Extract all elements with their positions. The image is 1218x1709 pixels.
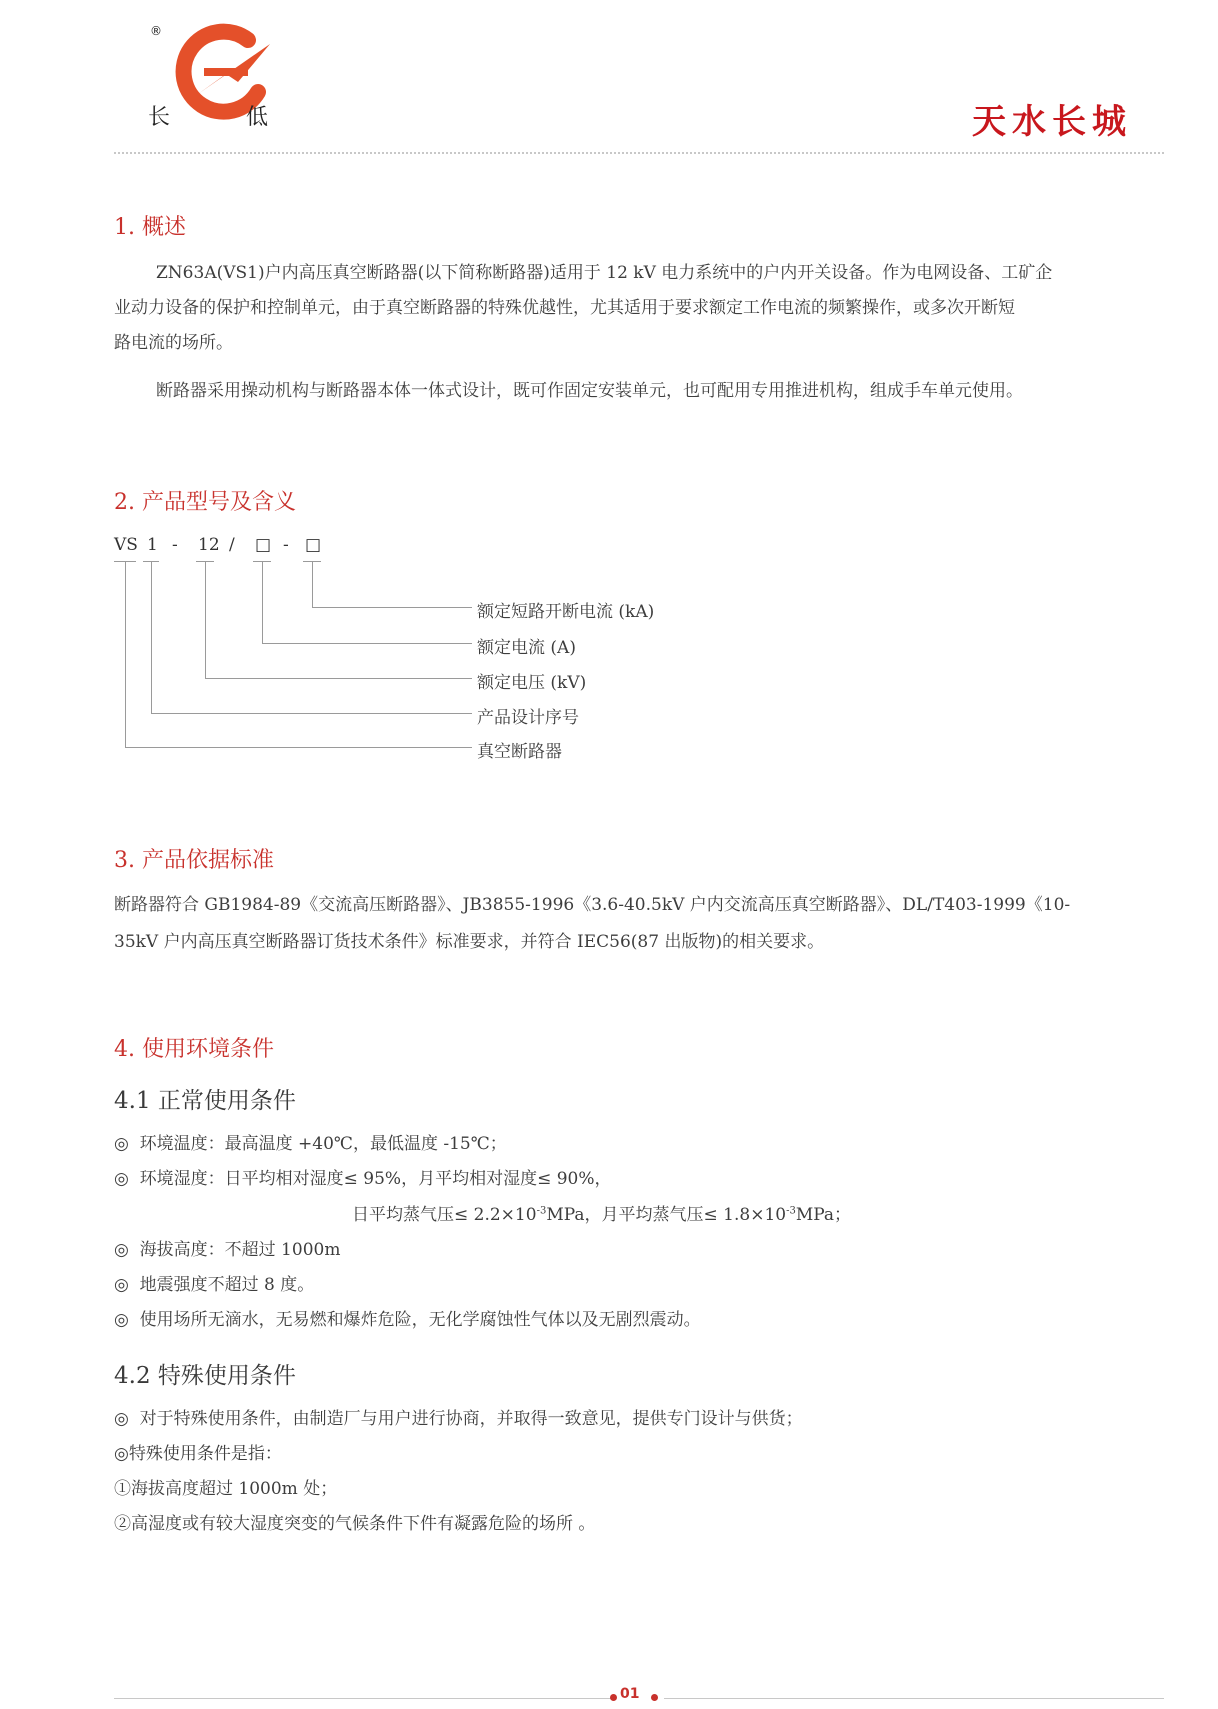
special-condition-intro: ◎特殊使用条件是指： bbox=[114, 1444, 282, 1464]
footer-dot-left bbox=[610, 1694, 617, 1701]
label-breaking-current: 额定短路开断电流 (kA) bbox=[477, 602, 655, 622]
standards-line1: 断路器符合 GB1984-89《交流高压断路器》、JB3855-1996《3.6-40.5kV 户内交流高压真空断路器》、DL/T403-1999《10- bbox=[114, 895, 1071, 915]
registered-mark: ® bbox=[150, 24, 162, 38]
special-condition-altitude: ①海拔高度超过 1000m 处； bbox=[114, 1479, 338, 1499]
section-3-heading: 3. 产品依据标准 bbox=[114, 848, 274, 873]
section-1-heading: 1. 概述 bbox=[114, 215, 186, 240]
connector-breaking-v bbox=[312, 561, 313, 608]
bullet-icon: ◎ bbox=[114, 1409, 129, 1429]
vapor-exp-b: -3 bbox=[786, 1205, 796, 1217]
model-code-breaking-box: □ bbox=[305, 535, 322, 555]
condition-text: 环境湿度：日平均相对湿度≤ 95%，月平均相对湿度≤ 90%， bbox=[139, 1169, 612, 1189]
condition-altitude bbox=[114, 1235, 340, 1260]
model-code-dash1: - bbox=[172, 535, 178, 555]
model-code-voltage: 12 bbox=[198, 535, 220, 555]
brand-name: 天水长城 bbox=[972, 102, 1132, 142]
connector-design-h bbox=[151, 713, 472, 714]
connector-voltage-h bbox=[205, 678, 472, 679]
vapor-exp-a: -3 bbox=[536, 1205, 547, 1217]
connector-voltage-v bbox=[205, 561, 206, 679]
condition-environment bbox=[114, 1305, 701, 1330]
special-condition-humidity: ②高湿度或有较大湿度突变的气候条件下件有凝露危险的场所 。 bbox=[114, 1514, 596, 1534]
section-2-heading: 2. 产品型号及含义 bbox=[114, 490, 296, 515]
connector-vs-v bbox=[125, 561, 126, 748]
section-4-heading: 4. 使用环境条件 bbox=[114, 1037, 274, 1062]
vapor-text-a: 日平均蒸气压≤ 2.2×10 bbox=[352, 1205, 537, 1225]
header-divider bbox=[114, 152, 1164, 154]
page-number: 01 bbox=[620, 1686, 640, 1702]
overview-p1-line2: 业动力设备的保护和控制单元，由于真空断路器的特殊优越性，尤其适用于要求额定工作电流的频繁操作，或多次开断短 bbox=[114, 298, 1015, 318]
model-code-dash2: - bbox=[283, 535, 289, 555]
bullet-icon: ◎ bbox=[114, 1275, 129, 1295]
condition-seismic bbox=[114, 1270, 314, 1295]
model-code-current-box: □ bbox=[255, 535, 272, 555]
bullet-icon: ◎ bbox=[114, 1169, 129, 1189]
logo-text-right: 低 bbox=[246, 105, 269, 130]
label-rated-voltage: 额定电压 (kV) bbox=[477, 673, 587, 693]
model-code-design: 1 bbox=[147, 535, 158, 555]
connector-vs-h bbox=[125, 747, 472, 748]
condition-temperature bbox=[114, 1129, 507, 1154]
condition-text: 地震强度不超过 8 度。 bbox=[139, 1275, 315, 1295]
condition-text: 海拔高度：不超过 1000m bbox=[139, 1240, 341, 1260]
bullet-icon: ◎ bbox=[114, 1240, 129, 1260]
connector-design-v bbox=[151, 561, 152, 714]
condition-humidity bbox=[114, 1164, 612, 1189]
connector-current-v bbox=[262, 561, 263, 644]
condition-text: 使用场所无滴水，无易燃和爆炸危险，无化学腐蚀性气体以及无剧烈震动。 bbox=[139, 1310, 701, 1330]
vapor-text-c: MPa； bbox=[795, 1205, 852, 1225]
special-condition-agreement bbox=[114, 1404, 803, 1429]
label-rated-current: 额定电流 (A) bbox=[477, 638, 576, 658]
subsection-4-2-heading: 4.2 特殊使用条件 bbox=[114, 1363, 296, 1389]
subsection-4-1-heading: 4.1 正常使用条件 bbox=[114, 1088, 296, 1114]
footer-rule-right bbox=[664, 1698, 1164, 1699]
label-design-number: 产品设计序号 bbox=[477, 708, 579, 728]
special-text: 对于特殊使用条件，由制造厂与用户进行协商，并取得一致意见，提供专门设计与供货； bbox=[139, 1409, 803, 1429]
footer-rule-left bbox=[114, 1698, 614, 1699]
model-code-slash: / bbox=[229, 535, 235, 555]
condition-vapor-pressure bbox=[352, 1200, 851, 1225]
overview-p2: 断路器采用操动机构与断路器本体一体式设计，既可作固定安装单元，也可配用专用推进机构，组成手车单元使用。 bbox=[156, 381, 1023, 401]
label-vacuum-breaker: 真空断路器 bbox=[477, 742, 562, 762]
footer-dot-right bbox=[651, 1694, 658, 1701]
vapor-text-b: MPa，月平均蒸气压≤ 1.8×10 bbox=[546, 1205, 787, 1225]
standards-line2: 35kV 户内高压真空断路器订货技术条件》标准要求，并符合 IEC56(87 出版物)的相关要求。 bbox=[114, 932, 825, 952]
bullet-icon: ◎ bbox=[114, 1310, 129, 1330]
logo-text-left: 长 bbox=[148, 105, 171, 130]
model-code-vs: VS bbox=[114, 535, 138, 555]
connector-breaking-h bbox=[312, 607, 472, 608]
connector-current-h bbox=[262, 643, 472, 644]
condition-text: 环境温度：最高温度 +40℃，最低温度 -15℃； bbox=[139, 1134, 507, 1154]
overview-p1-line3: 路电流的场所。 bbox=[114, 333, 233, 353]
overview-p1-line1: ZN63A(VS1)户内高压真空断路器(以下简称断路器)适用于 12 kV 电力系统中的户内开关设备。作为电网设备、工矿企 bbox=[156, 263, 1053, 283]
bullet-icon: ◎ bbox=[114, 1134, 129, 1154]
